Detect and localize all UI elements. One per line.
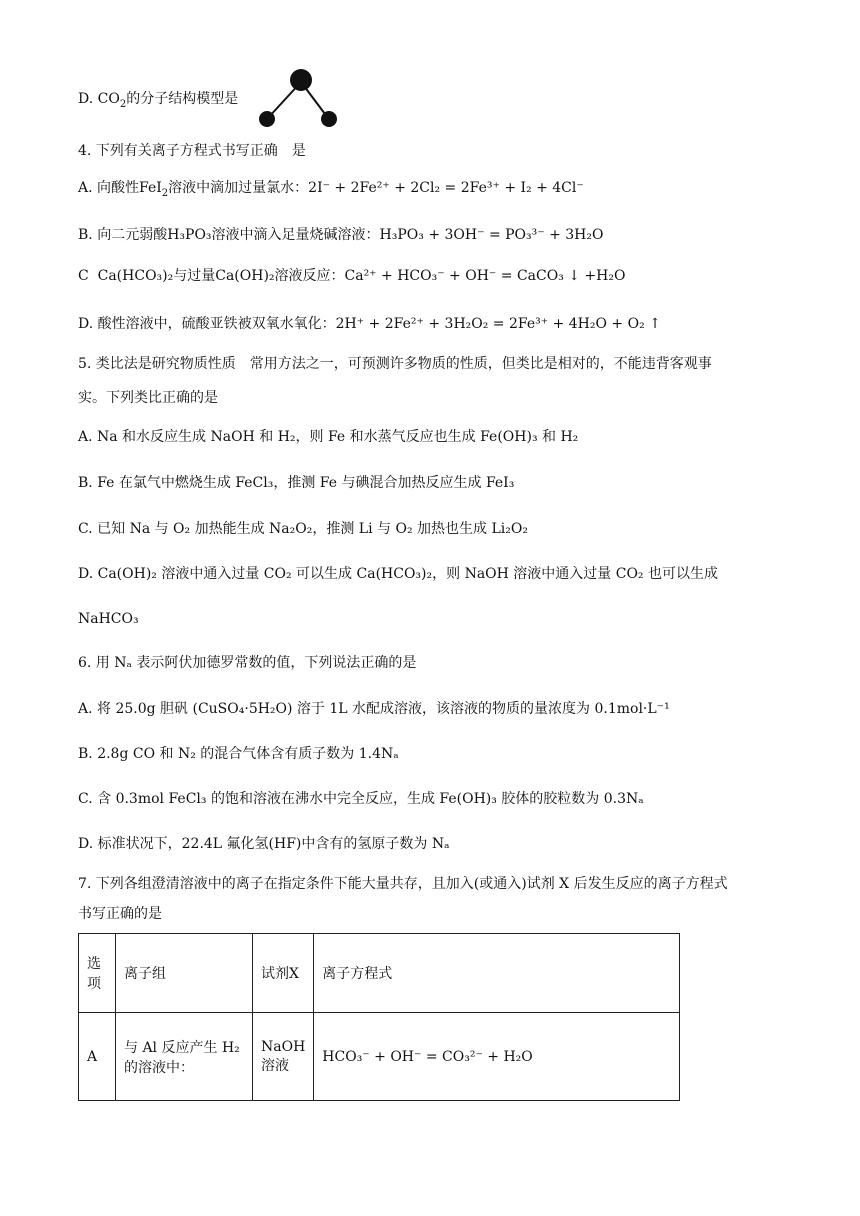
h3po3-formula: H₃PO₃	[167, 227, 212, 243]
q4-option-d	[78, 313, 790, 335]
q6-option-b: B. 2.8g CO 和 N₂ 的混合气体含有质子数为 1.4Nₐ	[78, 746, 399, 762]
q5-option-c: C. 已知 Na 与 O₂ 加热能生成 Na₂O₂，推测 Li 与 O₂ 加热也生成 Li₂O₂	[78, 521, 528, 537]
q5-option-a: A. Na 和水反应生成 NaOH 和 H₂，则 Fe 和水蒸气反应也生成 Fe(OH)₃ 和 H₂	[78, 429, 579, 445]
q7-stem-line1: 7. 下列各组澄清溶液中的离子在指定条件下能大量共存，且加入(或通入)试剂 X 后发生反应的离子方程式	[78, 876, 728, 892]
option-text: 溶液反应：	[274, 268, 345, 284]
q4-option-c	[78, 265, 790, 287]
q5-option-b: B. Fe 在氯气中燃烧生成 FeCl₃，推测 Fe 与碘混合加热反应生成 FeI₃	[78, 475, 515, 491]
formula: Ca(HCO₃)₂	[97, 268, 174, 284]
option-label: A. 向酸性	[78, 180, 140, 196]
q4-stem: 4. 下列有关离子方程式书写正确 是	[78, 143, 306, 159]
q7-table	[78, 933, 680, 1101]
formula-subscript: 2	[161, 188, 169, 199]
molecule-drawing	[252, 66, 342, 130]
option-label: D.	[78, 91, 98, 107]
q6-stem: 6. 用 Nₐ 表示阿伏加德罗常数的值，下列说法正确的是	[78, 655, 417, 671]
option-label: B. 向二元弱酸	[78, 227, 168, 243]
option-text: 溶液中滴入足量烧碱溶液：	[211, 227, 380, 243]
q4-option-b	[78, 224, 790, 246]
cell-ions: 与 Al 反应产生 H₂ 的溶液中：	[116, 1013, 253, 1101]
option-label: C	[78, 268, 89, 284]
q6-option-d: D. 标准状况下，22.4L 氟化氢(HF)中含有的氢原子数为 Nₐ	[78, 836, 450, 852]
formula-subscript: 2	[119, 99, 127, 110]
q3-option-d	[78, 88, 790, 116]
cell-reagent: NaOH 溶液	[253, 1013, 314, 1101]
ionic-equation: 2I⁻ + 2Fe²⁺ + 2Cl₂ = 2Fe³⁺ + I₂ + 4Cl⁻	[308, 180, 584, 196]
q7-stem-line2: 书写正确的是	[78, 906, 162, 922]
formula: Ca(OH)₂	[215, 268, 275, 284]
cell-option: A	[79, 1013, 116, 1101]
header-reagent: 试剂X	[253, 934, 314, 1013]
header-equation: 离子方程式	[314, 934, 680, 1013]
header-ions: 离子组	[116, 934, 253, 1013]
ionic-equation: Ca²⁺ + HCO₃⁻ + OH⁻ = CaCO₃ ↓ +H₂O	[344, 268, 626, 284]
q5-stem-line1: 5. 类比法是研究物质性质 常用方法之一，可预测许多物质的性质，但类比是相对的，不能违背客观事	[78, 356, 712, 372]
q4-option-a	[78, 177, 790, 205]
fei2-formula: FeI	[139, 180, 162, 196]
co2-molecule-model	[252, 66, 342, 130]
q6-option-a: A. 将 25.0g 胆矾 (CuSO₄·5H₂O) 溶于 1L 水配成溶液，该溶液的物质的量浓度为 0.1mol·L⁻¹	[78, 701, 670, 717]
table-row	[79, 1013, 680, 1101]
ionic-equation: H₃PO₃ + 3OH⁻ = PO₃³⁻ + 3H₂O	[379, 227, 604, 243]
option-text: D. 酸性溶液中，硫酸亚铁被双氧水氧化：	[78, 316, 336, 332]
option-text: 的分子结构模型是	[126, 91, 239, 107]
ionic-equation: 2H⁺ + 2Fe²⁺ + 3H₂O₂ = 2Fe³⁺ + 4H₂O + O₂ ↑	[335, 316, 661, 332]
q6-option-c: C. 含 0.3mol FeCl₃ 的饱和溶液在沸水中完全反应，生成 Fe(OH)₃ 胶体的胶粒数为 0.3Nₐ	[78, 791, 644, 807]
table-header-row	[79, 934, 680, 1013]
q5-option-d-line2: NaHCO₃	[78, 611, 139, 627]
header-option: 选项	[79, 934, 116, 1013]
cell-equation: HCO₃⁻ + OH⁻ = CO₃²⁻ + H₂O	[314, 1013, 680, 1101]
q5-option-d-line1: D. Ca(OH)₂ 溶液中通入过量 CO₂ 可以生成 Ca(HCO₃)₂，则 NaOH 溶液中通入过量 CO₂ 也可以生成	[78, 566, 718, 582]
q5-stem-line2: 实。下列类比正确的是	[78, 390, 218, 406]
option-text: 溶液中滴加过量氯水：	[168, 180, 309, 196]
co2-formula: CO	[97, 91, 120, 107]
option-text: 与过量	[173, 268, 216, 284]
